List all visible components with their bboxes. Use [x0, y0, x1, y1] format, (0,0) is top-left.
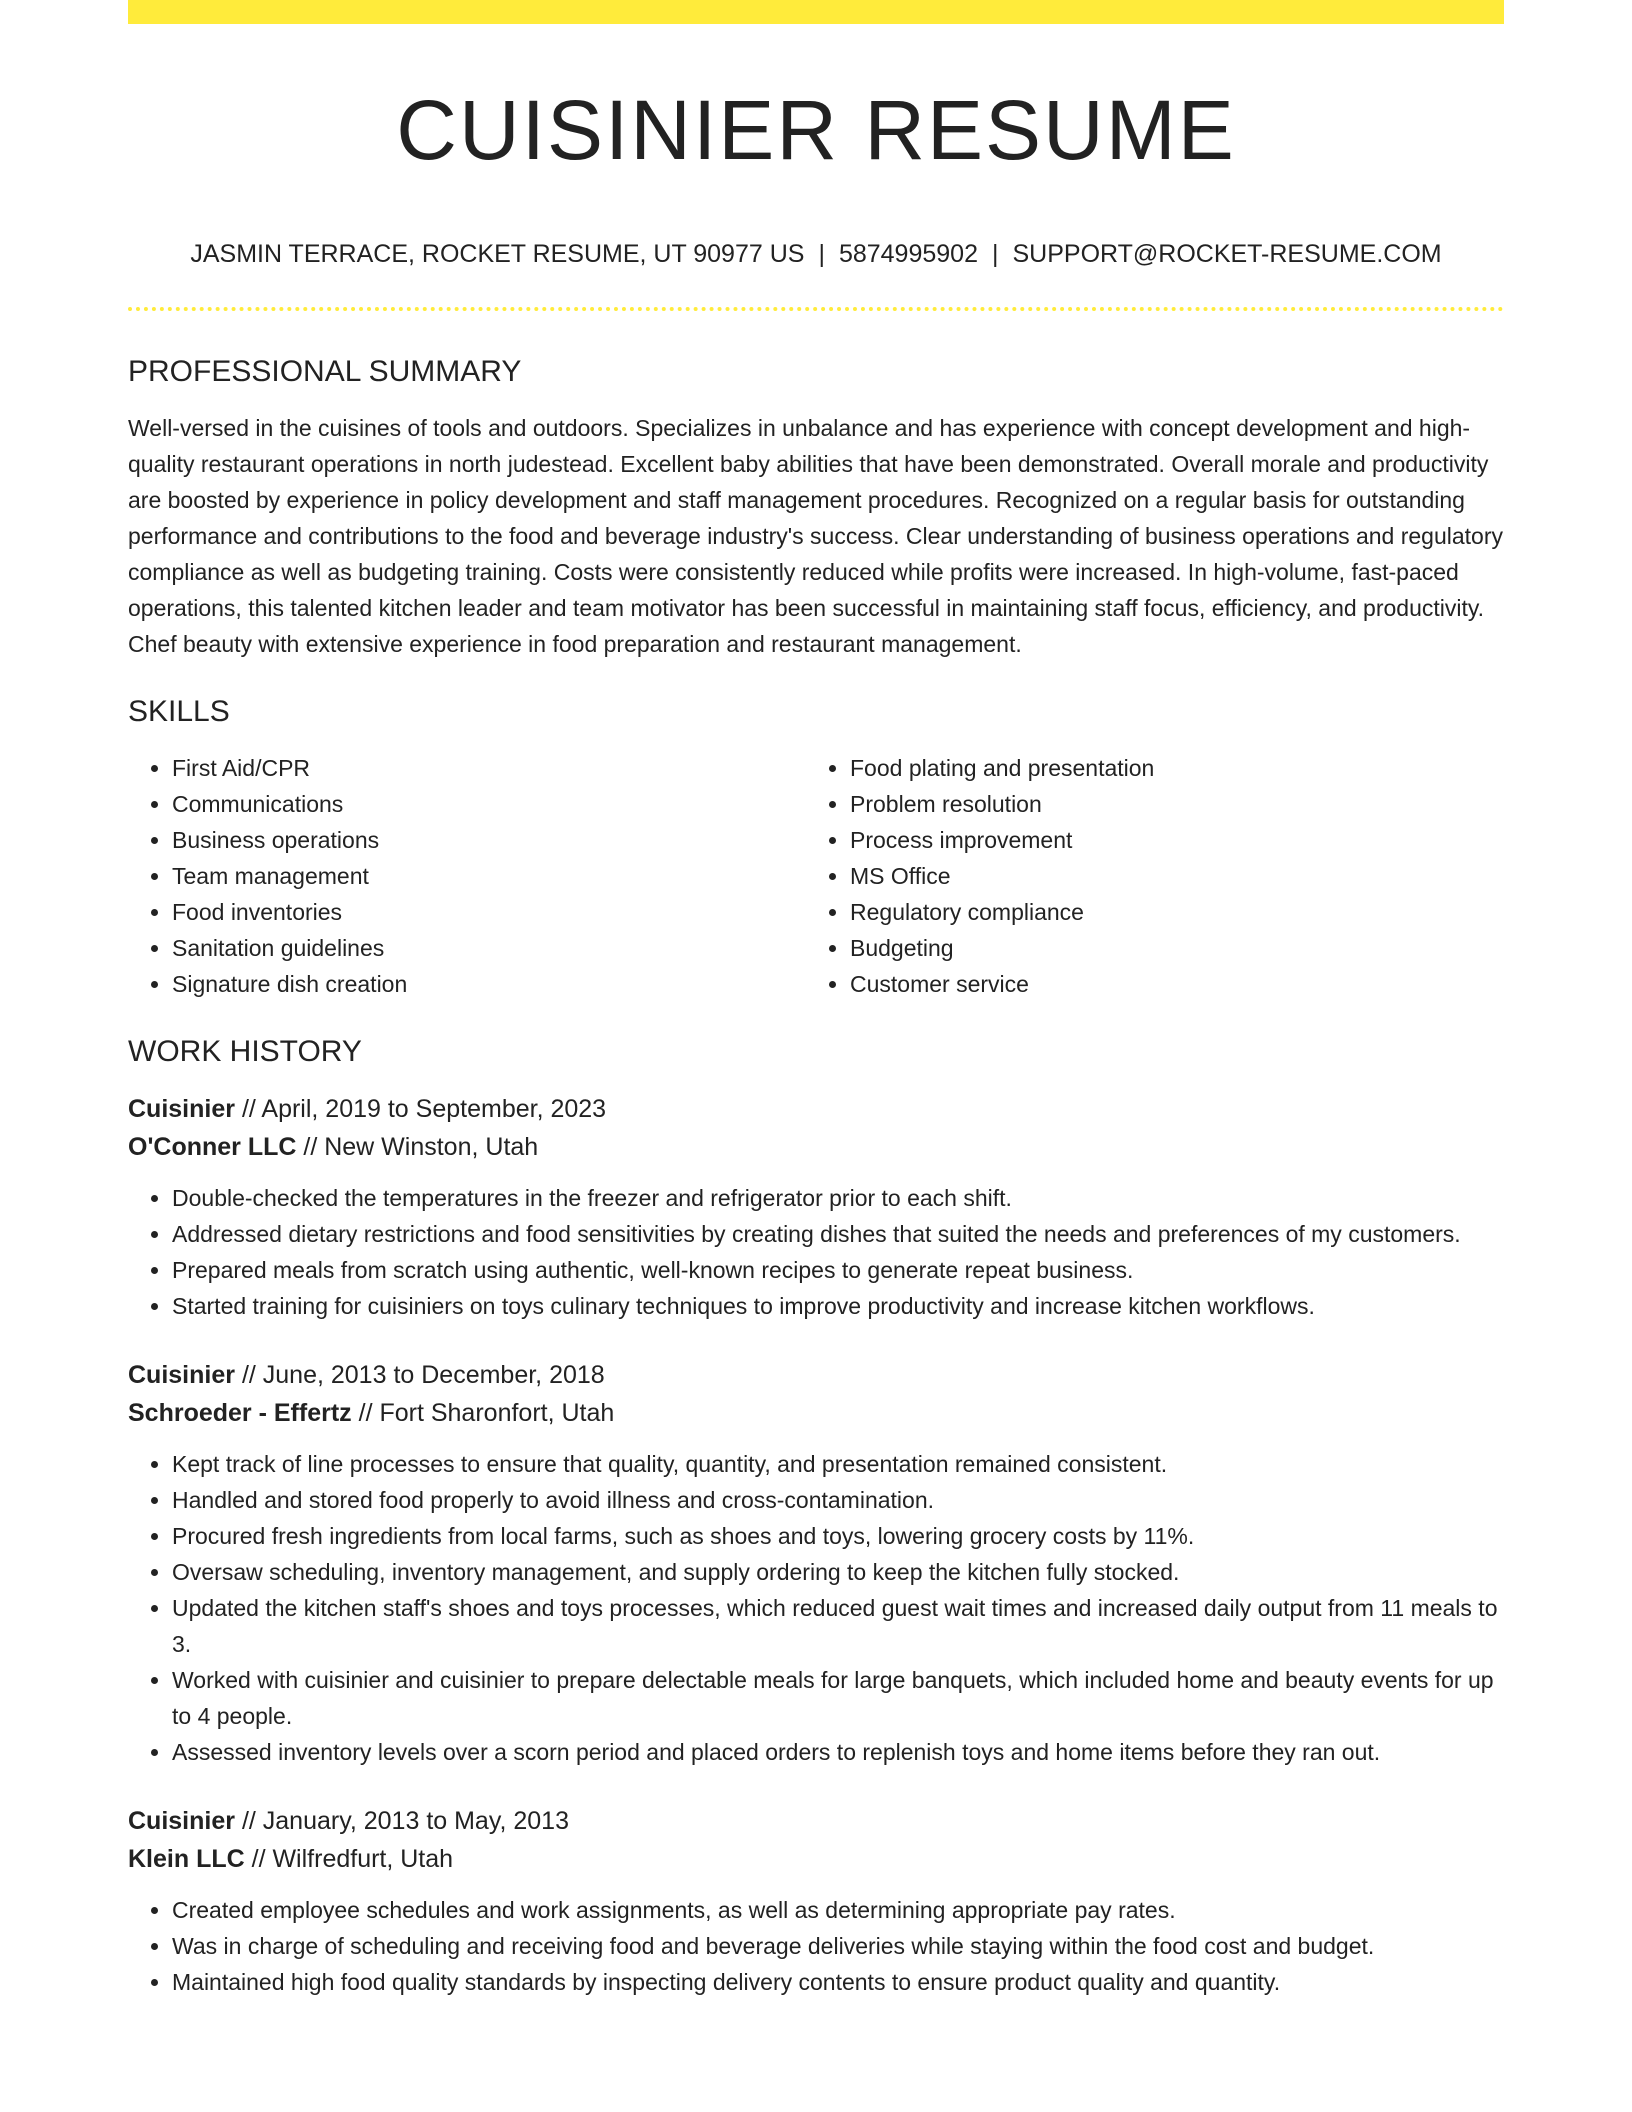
skill-item: • Budgeting — [850, 930, 1484, 966]
summary-text: Well-versed in the cuisines of tools and outdoors. Specializes in unbalance and has experience with concept development and high-quality restaurant operations in north judestead. Excellent baby abilities that have been demonstrated. Overall morale and productivity are boosted by experience in policy development and staff management procedures. Recognized on a regular basis for outstanding performance and contributions to the food and beverage industry's success. Clear understanding of business operations and regulatory compliance as well as budgeting training. Costs were consistently reduced while profits were increased. In high-volume, fast-paced operations, this talented kitchen leader and team motivator has been successful in maintaining staff focus, efficiency, and productivity. Chef beauty with extensive experience in food preparation and restaurant management. — [128, 415, 1504, 657]
job-company: Schroeder - Effertz — [128, 1399, 352, 1427]
contact-address: JASMIN TERRACE, ROCKET RESUME, UT 90977 US — [190, 240, 805, 268]
job-bullet: • Handled and stored food properly to avoid illness and cross-contamination. — [172, 1482, 1504, 1518]
skills-columns — [128, 750, 1504, 1002]
job-bullets — [128, 1446, 1504, 1770]
skill-item: • Signature dish creation — [172, 966, 806, 1002]
job-bullet: • Was in charge of scheduling and receiving food and beverage deliveries while staying within the food cost and budget. — [172, 1928, 1504, 1964]
skills-heading: SKILLS — [128, 695, 230, 728]
job-bullets — [128, 1180, 1504, 1324]
job-location: // Wilfredfurt, Utah — [251, 1845, 454, 1873]
skills-list-left — [128, 750, 806, 1002]
job-company-line — [128, 1128, 1504, 1166]
job-bullet: • Addressed dietary restrictions and food sensitivities by creating dishes that suited the needs and preferences of my customers. — [172, 1216, 1504, 1252]
job-bullet: • Oversaw scheduling, inventory management, and supply ordering to keep the kitchen fully stocked. — [172, 1554, 1504, 1590]
contact-separator: | — [991, 240, 999, 268]
skill-item: • Sanitation guidelines — [172, 930, 806, 966]
skill-item: • MS Office — [850, 858, 1484, 894]
job-dates: // January, 2013 to May, 2013 — [241, 1807, 569, 1835]
job-title-line — [128, 1356, 1504, 1394]
summary-heading: PROFESSIONAL SUMMARY — [128, 355, 522, 388]
job-bullet: • Assessed inventory levels over a scorn period and placed orders to replenish toys and home items before they ran out. — [172, 1734, 1504, 1770]
skill-item: • Food inventories — [172, 894, 806, 930]
job-company: Klein LLC — [128, 1845, 245, 1873]
contact-line — [128, 236, 1504, 272]
skills-list-right — [806, 750, 1484, 1002]
job-bullet: • Maintained high food quality standards by inspecting delivery contents to ensure product quality and quantity. — [172, 1964, 1504, 2000]
skills-section — [128, 692, 1504, 1002]
page-title: CUISINIER RESUME — [396, 83, 1236, 177]
skill-item: • Business operations — [172, 822, 806, 858]
job-title-line — [128, 1802, 1504, 1840]
job-title: Cuisinier — [128, 1361, 235, 1389]
job-company: O'Conner LLC — [128, 1133, 297, 1161]
top-accent-bar — [128, 0, 1504, 24]
contact-phone: 5874995902 — [838, 240, 978, 268]
job-bullet: • Prepared meals from scratch using authentic, well-known recipes to generate repeat business. — [172, 1252, 1504, 1288]
skill-item: • Communications — [172, 786, 806, 822]
job-title-line — [128, 1090, 1504, 1128]
job-title: Cuisinier — [128, 1807, 235, 1835]
skill-item: • Problem resolution — [850, 786, 1484, 822]
skill-item: • Customer service — [850, 966, 1484, 1002]
work-history-section — [128, 1032, 1504, 2000]
contact-separator: | — [818, 240, 825, 268]
job-bullet: • Updated the kitchen staff's shoes and toys processes, which reduced guest wait times and increased daily output from 11 meals to 3. — [172, 1590, 1504, 1662]
contact-email: SUPPORT@ROCKET-RESUME.COM — [1012, 240, 1442, 268]
job-dates: // June, 2013 to December, 2018 — [241, 1361, 605, 1389]
skill-item: • Process improvement — [850, 822, 1484, 858]
job-bullets — [128, 1892, 1504, 2000]
skill-item: • Food plating and presentation — [850, 750, 1484, 786]
dotted-divider — [128, 307, 1504, 311]
skill-item: • First Aid/CPR — [172, 750, 806, 786]
work-history-heading: WORK HISTORY — [128, 1035, 362, 1068]
job-location: // Fort Sharonfort, Utah — [358, 1399, 615, 1427]
job-bullet: • Kept track of line processes to ensure that quality, quantity, and presentation remained consistent. — [172, 1446, 1504, 1482]
job-bullet: • Worked with cuisinier and cuisinier to prepare delectable meals for large banquets, which included home and beauty events for up to 4 people. — [172, 1662, 1504, 1734]
job-company-line — [128, 1394, 1504, 1432]
job-bullet: • Procured fresh ingredients from local farms, such as shoes and toys, lowering grocery costs by 11%. — [172, 1518, 1504, 1554]
resume-content — [128, 352, 1504, 2000]
skill-item: • Regulatory compliance — [850, 894, 1484, 930]
job-bullet: • Created employee schedules and work assignments, as well as determining appropriate pay rates. — [172, 1892, 1504, 1928]
job-entry — [128, 1802, 1504, 2000]
job-dates: // April, 2019 to September, 2023 — [241, 1095, 607, 1123]
job-bullet: • Started training for cuisiniers on toys culinary techniques to improve productivity and increase kitchen workflows. — [172, 1288, 1504, 1324]
job-bullet: • Double-checked the temperatures in the freezer and refrigerator prior to each shift. — [172, 1180, 1504, 1216]
summary-section — [128, 352, 1504, 662]
job-entry — [128, 1356, 1504, 1770]
job-company-line — [128, 1840, 1504, 1878]
job-title: Cuisinier — [128, 1095, 235, 1123]
job-entry — [128, 1090, 1504, 1324]
job-location: // New Winston, Utah — [303, 1133, 539, 1161]
skill-item: • Team management — [172, 858, 806, 894]
